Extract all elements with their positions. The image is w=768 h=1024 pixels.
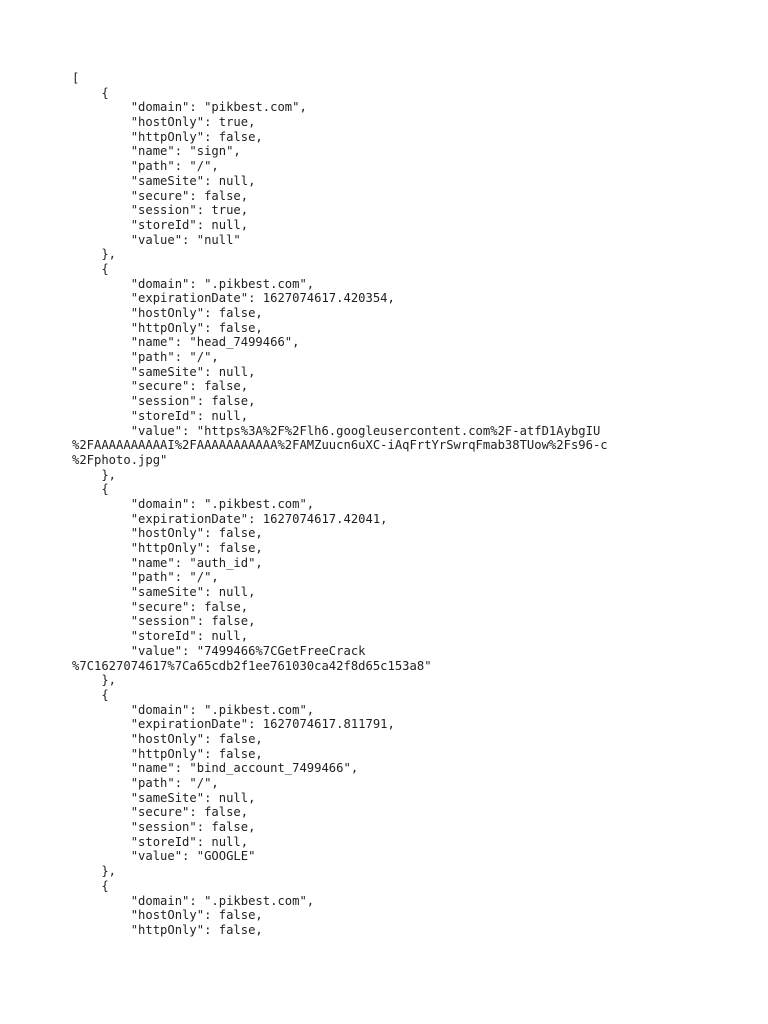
text-line: "session": false, [72, 820, 256, 835]
text-line: { [72, 261, 109, 276]
text-line: "sameSite": null, [72, 173, 256, 188]
text-line: "expirationDate": 1627074617.811791, [72, 717, 395, 732]
text-line: "httpOnly": false, [72, 541, 263, 555]
text-line: { [72, 482, 109, 497]
text-line: %2FAAAAAAAAAAI%2FAAAAAAAAAAA%2FAMZuucn6uXC-iAqFrtYrSwrqFmab38TUow%2Fs96-c [72, 438, 608, 453]
text-line: "sameSite": null, [72, 790, 256, 805]
text-line: "name": "sign", [72, 144, 241, 159]
text-line: "value": "7499466%7CGetFreeCrack [72, 643, 366, 658]
text-line: "hostOnly": false, [72, 306, 263, 320]
text-line: "expirationDate": 1627074617.42041, [72, 511, 388, 526]
text-line: "path": "/", [72, 350, 219, 365]
text-line: "path": "/", [72, 159, 219, 174]
text-line: }, [72, 247, 117, 262]
text-line: "sameSite": null, [72, 364, 256, 379]
text-line: "value": "null" [72, 232, 241, 247]
text-line: "value": "https%3A%2F%2Flh6.googleusercontent.com%2F-atfD1AybgIU [72, 423, 601, 438]
text-line: [ [72, 71, 80, 85]
text-line: "storeId": null, [72, 834, 249, 849]
text-line: "name": "auth_id", [72, 555, 263, 570]
text-line: "httpOnly": false, [72, 129, 263, 144]
text-line: "path": "/", [72, 776, 219, 790]
json-document-body [72, 71, 752, 938]
text-line: "hostOnly": false, [72, 908, 263, 923]
text-line: "secure": false, [72, 379, 249, 394]
text-line: { [72, 878, 109, 893]
text-line: "httpOnly": false, [72, 746, 263, 761]
text-line: }, [72, 673, 117, 688]
text-line: "storeId": null, [72, 217, 249, 232]
text-line: %7C1627074617%7Ca65cdb2f1ee761030ca42f8d65c153a8" [72, 658, 432, 673]
text-line: "domain": ".pikbest.com", [72, 276, 315, 291]
text-line: "domain": ".pikbest.com", [72, 702, 315, 717]
text-line: "secure": false, [72, 599, 249, 614]
text-line: "hostOnly": false, [72, 526, 263, 541]
text-line: "storeId": null, [72, 408, 249, 423]
text-line: { [72, 687, 109, 702]
text-line: "storeId": null, [72, 629, 249, 644]
text-line: %2Fphoto.jpg" [72, 452, 168, 467]
text-line: "hostOnly": true, [72, 115, 256, 130]
text-line: "httpOnly": false, [72, 320, 263, 335]
text-line: "name": "head_7499466", [72, 335, 300, 350]
text-line: "session": true, [72, 203, 249, 218]
text-line: "secure": false, [72, 188, 249, 203]
text-line: "domain": ".pikbest.com", [72, 496, 315, 511]
text-line: "domain": ".pikbest.com", [72, 893, 315, 908]
text-line: "value": "GOOGLE" [72, 849, 256, 864]
text-line: "session": false, [72, 614, 256, 629]
text-line: "hostOnly": false, [72, 731, 263, 746]
text-line: }, [72, 467, 117, 482]
text-line: "session": false, [72, 394, 256, 409]
text-line: "secure": false, [72, 805, 249, 820]
text-line: "path": "/", [72, 570, 219, 585]
text-line: "sameSite": null, [72, 585, 256, 600]
text-line: }, [72, 864, 117, 879]
text-line: "httpOnly": false, [72, 922, 263, 937]
text-line: "name": "bind_account_7499466", [72, 761, 359, 776]
text-line: "expirationDate": 1627074617.420354, [72, 291, 395, 306]
text-line: "domain": "pikbest.com", [72, 100, 307, 115]
text-line: { [72, 85, 109, 100]
